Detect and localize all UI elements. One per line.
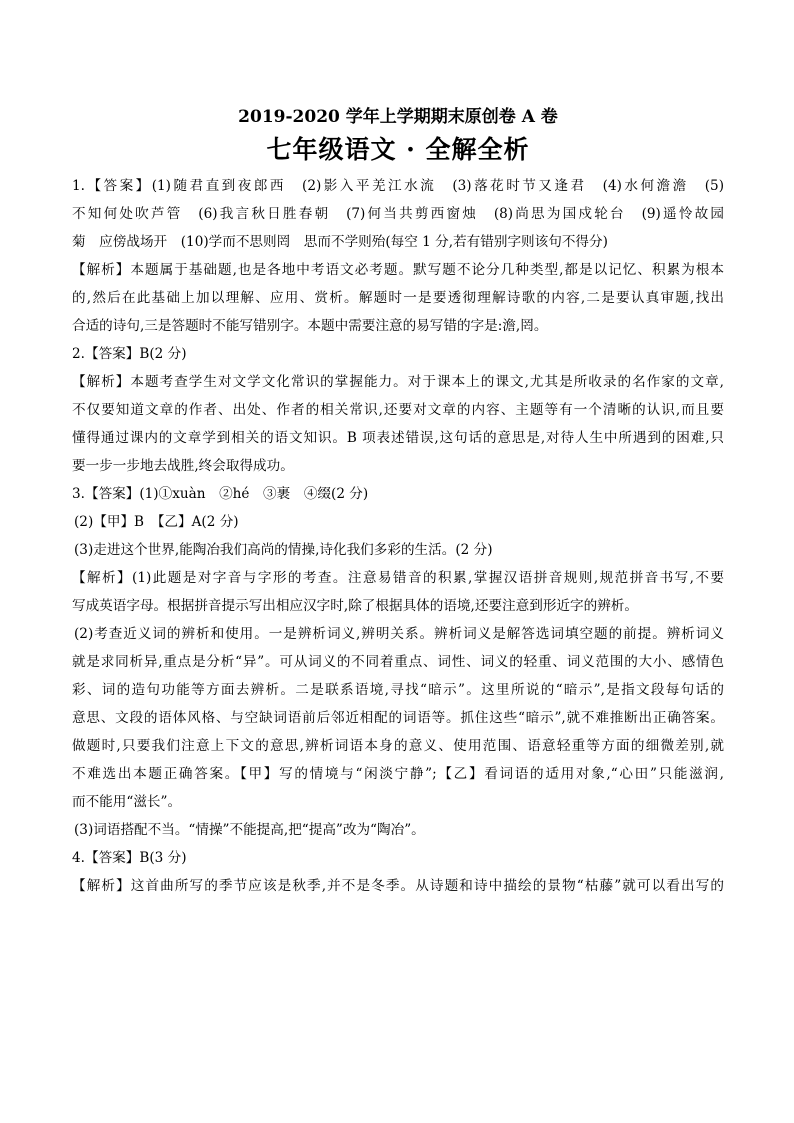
text-line: 【解析】(1)此题是对字音与字形的考查。注意易错音的积累,掌握汉语拼音规则,规范拼音书写,不要 [72, 570, 724, 586]
text-line: 4.【答案】B(3 分) [72, 850, 187, 866]
text-line: 的,然后在此基础上加以理解、应用、赏析。解题时一是要透彻理解诗歌的内容,二是要认真审题,找出 [72, 290, 724, 306]
text-line: 彩、词的造句功能等方面去辨析。二是联系语境,寻找“暗示”。这里所说的“暗示”,是指文段每句话的 [72, 682, 724, 698]
text-line: (3)走进这个世界,能陶冶我们高尚的情操,诗化我们多彩的生活。(2 分) [74, 542, 493, 558]
text-line: 就是求同析异,重点是分析“异”。可从词义的不同着重点、词性、词义的轻重、词义范围的大小、感情色 [72, 654, 724, 670]
text-line: 做题时,只要我们注意上下文的意思,辨析词语本身的意义、使用范围、语意轻重等方面的细微差别,就 [72, 738, 724, 754]
exam-title: 2019-2020 学年上学期期末原创卷 A 卷 [238, 107, 558, 127]
text-line: (2)考查近义词的辨析和使用。一是辨析词义,辨明关系。辨析词义是解答选词填空题的前提。辨析词义 [74, 626, 724, 642]
text-line: 不仅要知道文章的作者、出处、作者的相关常识,还要对文章的内容、主题等有一个清晰的认识,而且要 [72, 402, 724, 418]
text-line: (3)词语搭配不当。“情操”不能提高,把“提高”改为“陶冶”。 [74, 822, 425, 838]
text-line: 2.【答案】B(2 分) [72, 346, 187, 362]
document-page [72, 104, 724, 900]
text-line: 【解析】这首曲所写的季节应该是秋季,并不是冬季。从诗题和诗中描绘的景物“枯藤”就可以看出写的 [72, 878, 724, 894]
text-line: 意思、文段的语体风格、与空缺词语前后邻近相配的词语等。抓住这些“暗示”,就不难推断出正确答案。 [72, 710, 724, 726]
text-line: 1.【答案】(1)随君直到夜郎西 (2)影入平羌江水流 (3)落花时节又逢君 (4)水何澹澹 (5) [72, 178, 724, 194]
text-line: 【解析】本题属于基础题,也是各地中考语文必考题。默写题不论分几种类型,都是以记忆、积累为根本 [72, 262, 724, 278]
text-line: 不难选出本题正确答案。【甲】写的情境与“闲淡宁静”;【乙】看词语的适用对象,“心田”只能滋润, [72, 766, 724, 782]
subject-title: 七年级语文 · 全解全析 [266, 135, 530, 164]
text-line: 懂得通过课内的文章学到相关的语文知识。B 项表述错误,这句话的意思是,对待人生中所遇到的困难,只 [72, 430, 724, 446]
answer-body [72, 172, 724, 900]
text-line: 而不能用“滋长”。 [72, 794, 182, 810]
text-line: 菊 应傍战场开 (10)学而不思则罔 思而不学则殆(每空 1 分,若有错别字则该句不得分) [72, 234, 608, 250]
text-line: 要一步一步地去战胜,终会取得成功。 [72, 458, 294, 474]
text-line: 合适的诗句,三是答题时不能写错别字。本题中需要注意的易写错的字是:澹,罔。 [72, 318, 548, 334]
text-line: 3.【答案】(1)①xuàn ②hé ③裹 ④缀(2 分) [72, 486, 369, 502]
text-line: 不知何处吹芦管 (6)我言秋日胜春朝 (7)何当共剪西窗烛 (8)尚思为国戍轮台 (9)遥怜故园 [72, 206, 724, 222]
text-line: 【解析】本题考查学生对文学文化常识的掌握能力。对于课本上的课文,尤其是所收录的名作家的文章, [72, 374, 724, 390]
text-line: 写成英语字母。根据拼音提示写出相应汉字时,除了根据具体的语境,还要注意到形近字的辨析。 [72, 598, 638, 614]
text-line: (2)【甲】B 【乙】A(2 分) [74, 514, 239, 530]
